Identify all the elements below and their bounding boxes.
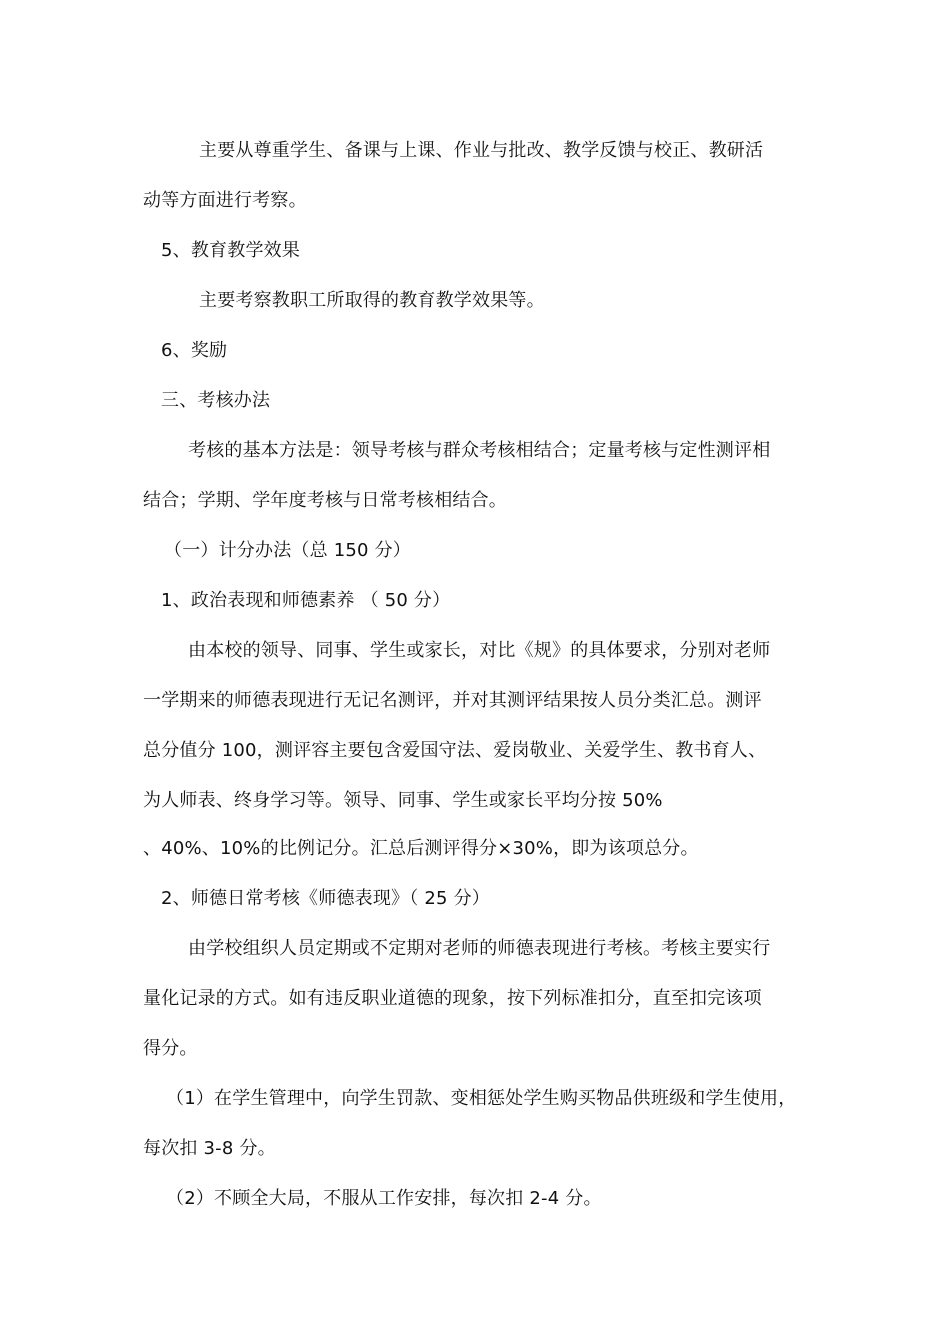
paragraph-line: 由本校的领导、同事、学生或家长，对比《规》的具体要求，分别对老师 — [188, 640, 771, 661]
paragraph-line: 、40%、10%的比例记分。汇总后测评得分×30%，即为该项总分。 — [143, 838, 699, 859]
paragraph-line: 由学校组织人员定期或不定期对老师的师德表现进行考核。考核主要实行 — [188, 938, 771, 959]
list-item-heading: 5、教育教学效果 — [161, 240, 301, 261]
list-item: （2）不顾全大局，不服从工作安排，每次扣 2-4 分。 — [166, 1188, 602, 1209]
subsection-heading: （一）计分办法（总 150 分） — [164, 540, 411, 561]
list-item: （1）在学生管理中，向学生罚款、变相惩处学生购买物品供班级和学生使用， — [166, 1088, 797, 1109]
paragraph-line: 一学期来的师德表现进行无记名测评，并对其测评结果按人员分类汇总。测评 — [143, 690, 762, 711]
paragraph-line: 为人师表、终身学习等。领导、同事、学生或家长平均分按 50% — [143, 790, 663, 811]
list-item-heading: 2、师德日常考核《师德表现》（ 25 分） — [161, 888, 490, 909]
paragraph-line: 得分。 — [143, 1038, 198, 1059]
paragraph-line: 主要从尊重学生、备课与上课、作业与批改、教学反馈与校正、教研活 — [199, 140, 764, 161]
paragraph-line: 结合；学期、学年度考核与日常考核相结合。 — [143, 490, 507, 511]
list-item-heading: 6、奖励 — [161, 340, 228, 361]
paragraph-line: 动等方面进行考察。 — [143, 190, 307, 211]
section-heading: 三、考核办法 — [161, 390, 271, 411]
paragraph-line: 总分值分 100，测评容主要包含爱国守法、爱岗敬业、关爱学生、教书育人、 — [143, 740, 767, 761]
paragraph-line: 每次扣 3-8 分。 — [143, 1138, 276, 1159]
paragraph-line: 量化记录的方式。如有违反职业道德的现象，按下列标准扣分，直至扣完该项 — [143, 988, 762, 1009]
list-item-heading: 1、政治表现和师德素养 （ 50 分） — [161, 590, 451, 611]
paragraph-line: 考核的基本方法是：领导考核与群众考核相结合；定量考核与定性测评相 — [188, 440, 771, 461]
paragraph-line: 主要考察教职工所取得的教育教学效果等。 — [199, 290, 545, 311]
